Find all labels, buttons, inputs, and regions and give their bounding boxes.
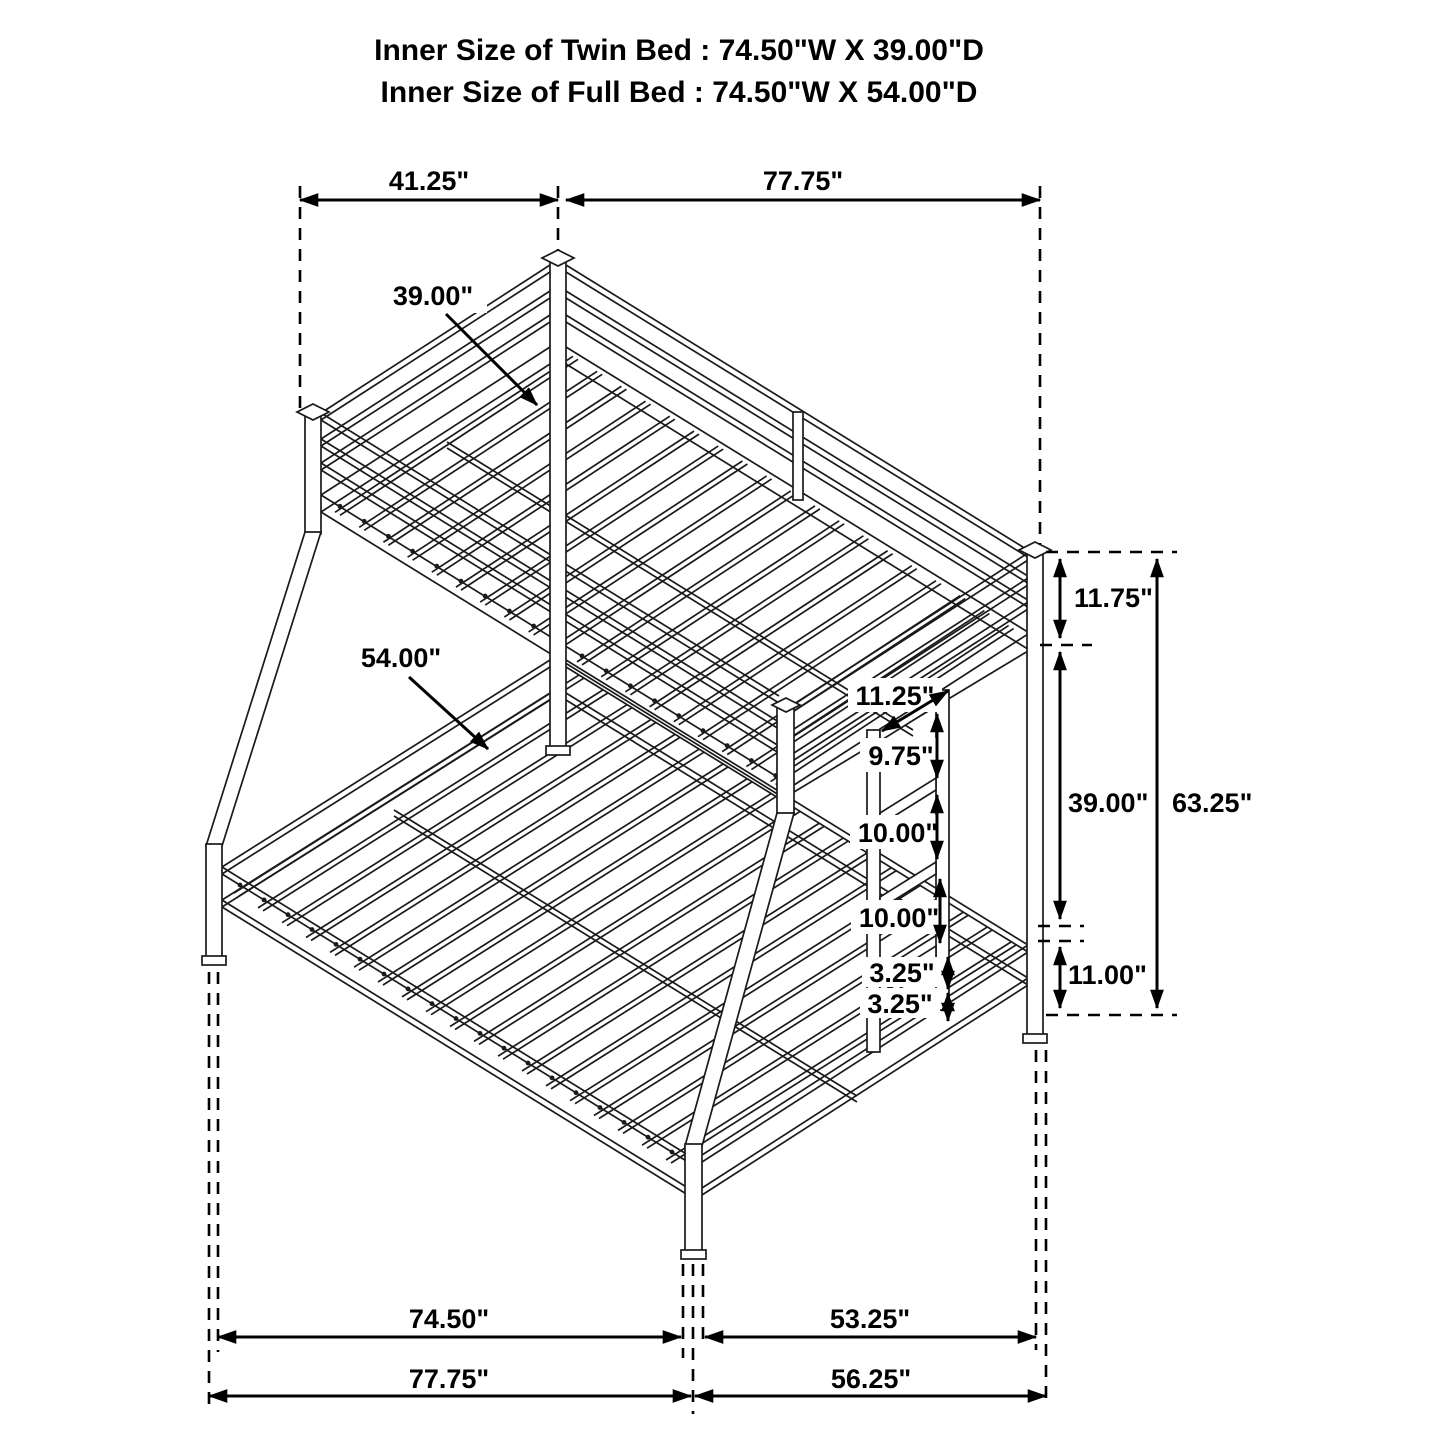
left-front-leg: [206, 844, 222, 962]
twin-corner-post: [550, 258, 566, 752]
frame-rail-upper-label: 3.25": [869, 958, 935, 988]
right-rear-post: [1027, 550, 1043, 1040]
twin-corner-post-foot: [546, 746, 570, 755]
bunk-clearance-label: 39.00": [1068, 788, 1149, 818]
guardrail-mid-support: [793, 412, 803, 500]
right-rear-post-foot: [1023, 1034, 1047, 1043]
top-left-span-label: 41.25": [388, 166, 470, 196]
title-line-full: Inner Size of Full Bed : 74.50"W X 54.00"D: [380, 76, 978, 109]
twin-foot-post: [777, 705, 794, 815]
frame-rail-lower-label: 3.25": [867, 989, 933, 1019]
right-front-leg-foot: [681, 1250, 706, 1259]
twin-depth-label: 39.00": [392, 281, 474, 311]
top-right-span-label: 77.75": [762, 166, 844, 196]
left-front-leg-foot: [202, 956, 226, 965]
overall-height-label: 63.25": [1172, 788, 1253, 818]
head-left-post: [305, 412, 321, 534]
ladder-gap-top-label: 9.75": [868, 741, 934, 771]
ladder-rung-width-label: 11.25": [855, 681, 935, 711]
ladder-gap-lower-label: 10.00": [858, 903, 940, 933]
bottom-outer-right-label: 56.25": [830, 1364, 912, 1394]
right-front-leg: [685, 1144, 702, 1256]
title-line-twin: Inner Size of Twin Bed : 74.50"W X 39.00"D: [374, 34, 984, 67]
bottom-inner-left-label: 74.50": [408, 1304, 490, 1334]
full-depth-label: 54.00": [360, 643, 442, 673]
bottom-inner-right-label: 53.25": [829, 1304, 911, 1334]
bottom-outer-left-label: 77.75": [408, 1364, 490, 1394]
ladder-gap-mid-label: 10.00": [857, 818, 939, 848]
guardrail-height-label: 11.75": [1074, 583, 1153, 613]
lower-bed-height-label: 11.00": [1068, 960, 1147, 990]
